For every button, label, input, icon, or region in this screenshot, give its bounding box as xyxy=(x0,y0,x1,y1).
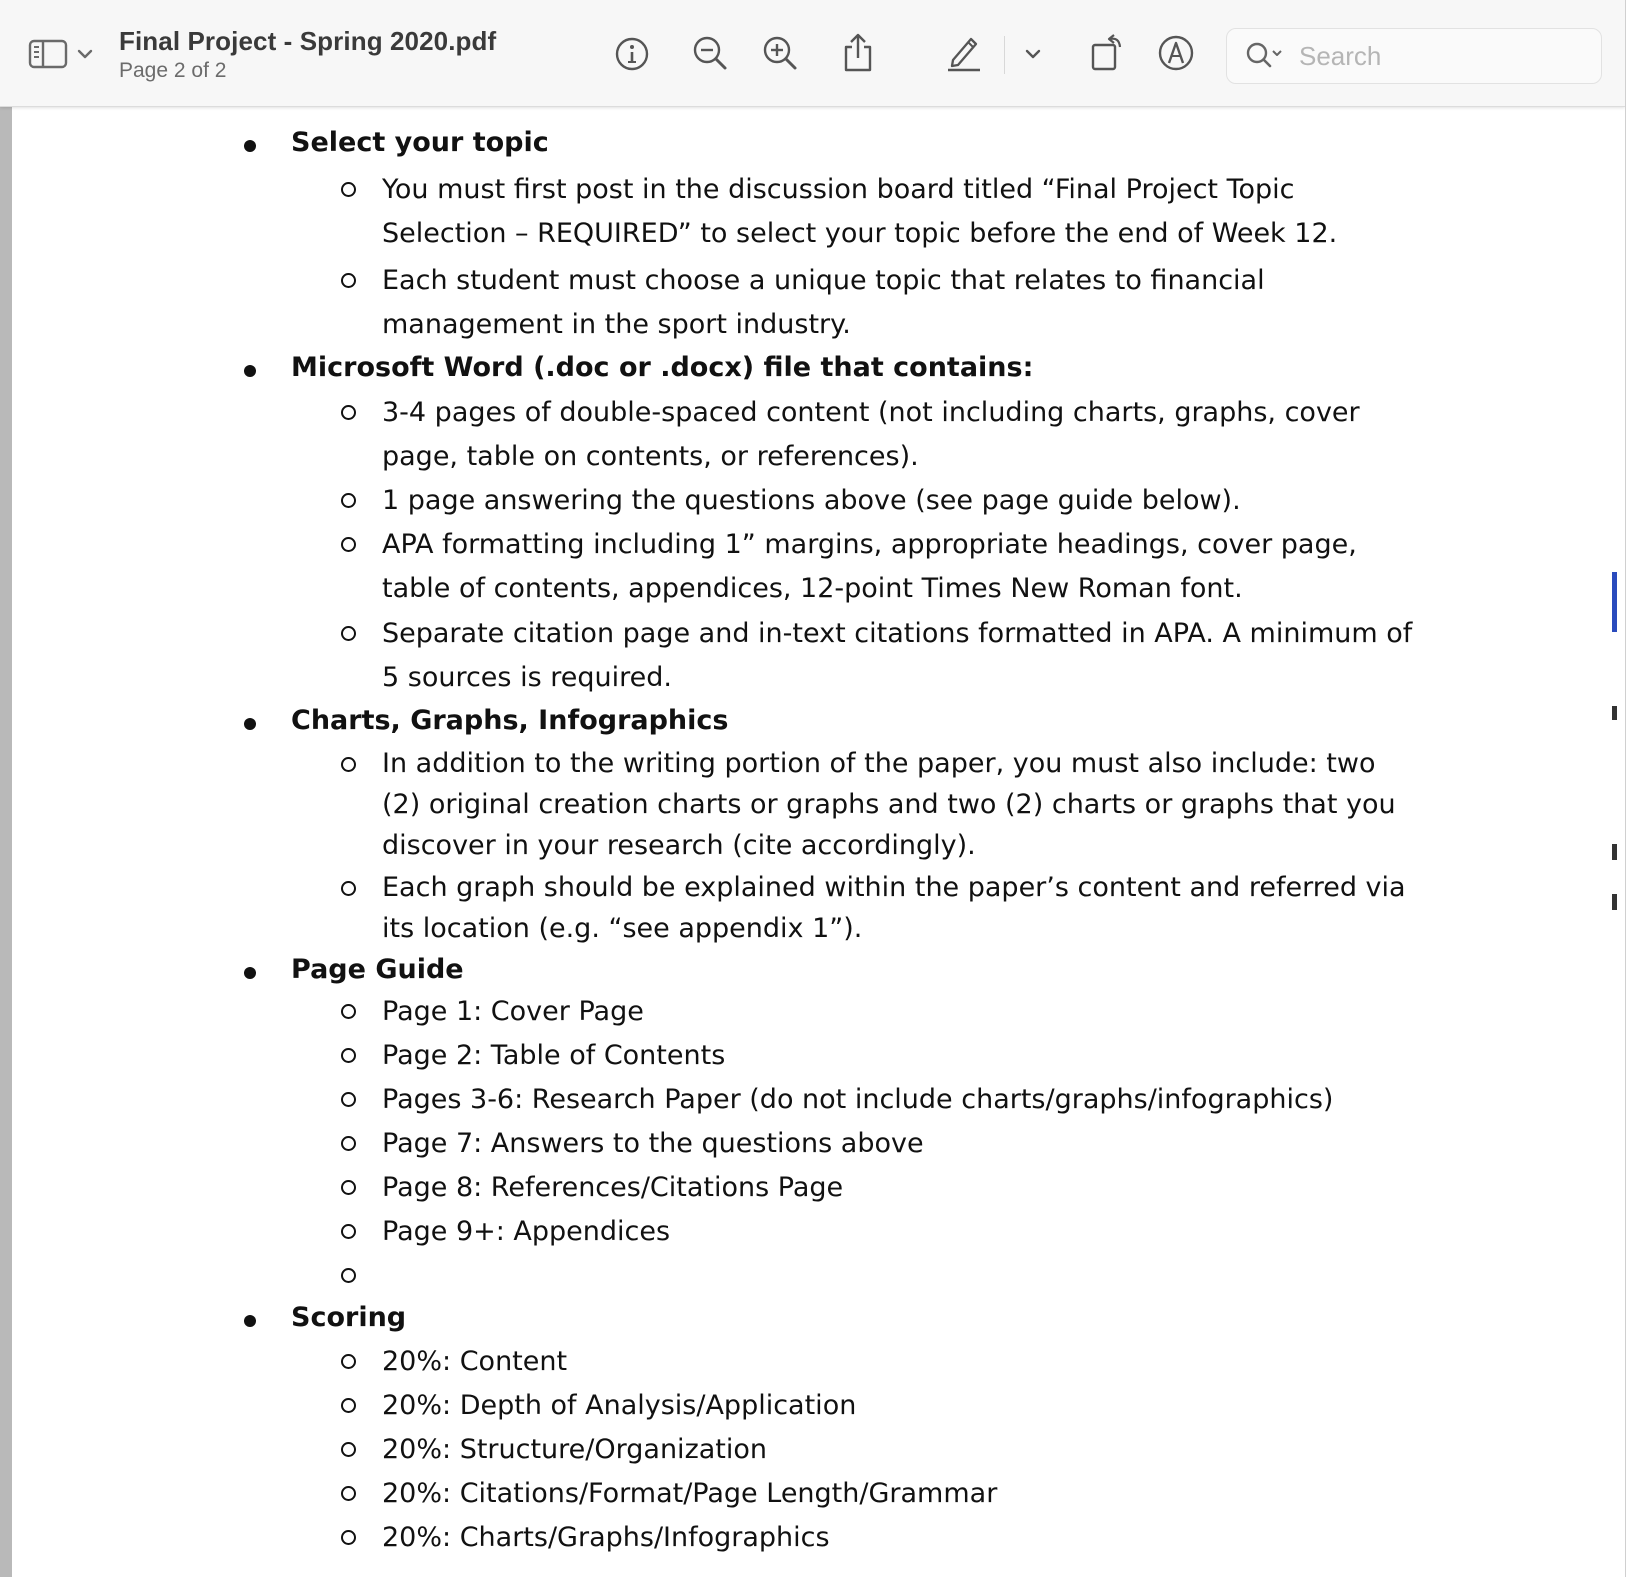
sub-bullet-icon xyxy=(341,1442,356,1457)
rotate-icon[interactable] xyxy=(1088,30,1128,74)
section-heading: Select your topic xyxy=(291,127,549,158)
chevron-down-icon[interactable] xyxy=(74,44,96,64)
toolbar-separator xyxy=(1004,36,1005,74)
edge-mark xyxy=(1612,844,1617,860)
sub-bullet-icon xyxy=(341,1004,356,1019)
search-input[interactable] xyxy=(1297,38,1591,74)
bullet-icon xyxy=(244,140,256,152)
edge-mark xyxy=(1612,894,1617,910)
markup-icon[interactable] xyxy=(1156,33,1196,73)
search-icon xyxy=(1245,41,1287,76)
zoom-out-icon[interactable] xyxy=(690,33,730,73)
highlight-pen-icon[interactable] xyxy=(942,30,986,74)
section-heading: Microsoft Word (.doc or .docx) file that contains: xyxy=(291,352,1034,383)
zoom-in-icon[interactable] xyxy=(760,33,800,73)
sub-bullet-icon xyxy=(341,1530,356,1545)
bullet-icon xyxy=(244,365,256,377)
sidebar-icon[interactable] xyxy=(24,36,72,72)
sub-bullet-icon xyxy=(341,1224,356,1239)
sub-bullet-icon xyxy=(341,273,356,288)
sub-bullet-icon xyxy=(341,1486,356,1501)
pdf-page: Select your topic You must first post in the discussion board titled “Final Project Topic Selection – REQUIRED” to select your topic before the end of Week 12. Each student must choose a unique topic that relates to financial management in the sport industry. Microsoft Word (.doc or .docx) file that contains: 3-4 pages of double-spaced content (not including charts, graphs, cover page, table on contents, or references). 1 page answering the questions above (see page guide below). APA formatting including 1” margins, appropriate headings, cover page, table of contents, appendices, 12-point Times New Roman font. Separate citation page and in-text citations formatted in APA. A minimum of 5 sources is required. Charts, Graphs, Infographics In addition to the writing portion of the paper, you must also include: two (2) original creation charts or graphs and two (2) charts or graphs that you discover in your research (cite accordingly). Each graph should be explained within the paper’s content and referred via its location (e.g. “see appendix 1”). Page Guide Page 1: Cover Page Page 2: Table of Contents Pages 3-6: Research Paper (do not include charts/graphs/infographics) Page 7: Answers to the questions above Page 8: References/Citations Page Page 9+: Appendices Scoring 20%: Content 20%: Depth of Analysis/Application 20%: Structure/Organization 20%: Citations/Format/Page Length/Grammar 20%: Charts/Graphs/Infographics xyxy=(12,106,1608,1577)
search-field[interactable] xyxy=(1226,28,1602,84)
toolbar xyxy=(0,0,1625,107)
sub-bullet-icon xyxy=(341,881,356,896)
sub-bullet-icon xyxy=(341,626,356,641)
bullet-icon xyxy=(244,1315,256,1327)
edge-mark xyxy=(1612,706,1617,720)
info-icon[interactable] xyxy=(612,34,652,74)
chevron-down-icon[interactable] xyxy=(1022,44,1044,64)
sub-bullet-icon xyxy=(341,1048,356,1063)
edge-mark xyxy=(1612,572,1617,632)
sub-bullet-icon xyxy=(341,1268,356,1283)
sub-bullet-icon xyxy=(341,1092,356,1107)
bullet-icon xyxy=(244,967,256,979)
page-indicator: Page 2 of 2 xyxy=(119,59,227,82)
sub-bullet-icon xyxy=(341,1398,356,1413)
bullet-icon xyxy=(244,718,256,730)
sub-bullet-icon xyxy=(341,493,356,508)
background-window-edge xyxy=(1608,106,1625,1577)
sub-bullet-icon xyxy=(341,1180,356,1195)
section-heading: Page Guide xyxy=(291,954,464,985)
section-heading: Charts, Graphs, Infographics xyxy=(291,705,729,736)
document-title: Final Project - Spring 2020.pdf xyxy=(119,26,497,56)
sub-bullet-icon xyxy=(341,1354,356,1369)
section-heading: Scoring xyxy=(291,1302,407,1333)
sub-bullet-icon xyxy=(341,537,356,552)
sub-bullet-icon xyxy=(341,1136,356,1151)
sub-bullet-icon xyxy=(341,405,356,420)
share-icon[interactable] xyxy=(838,30,878,74)
sub-bullet-icon xyxy=(341,182,356,197)
sub-bullet-icon xyxy=(341,757,356,772)
